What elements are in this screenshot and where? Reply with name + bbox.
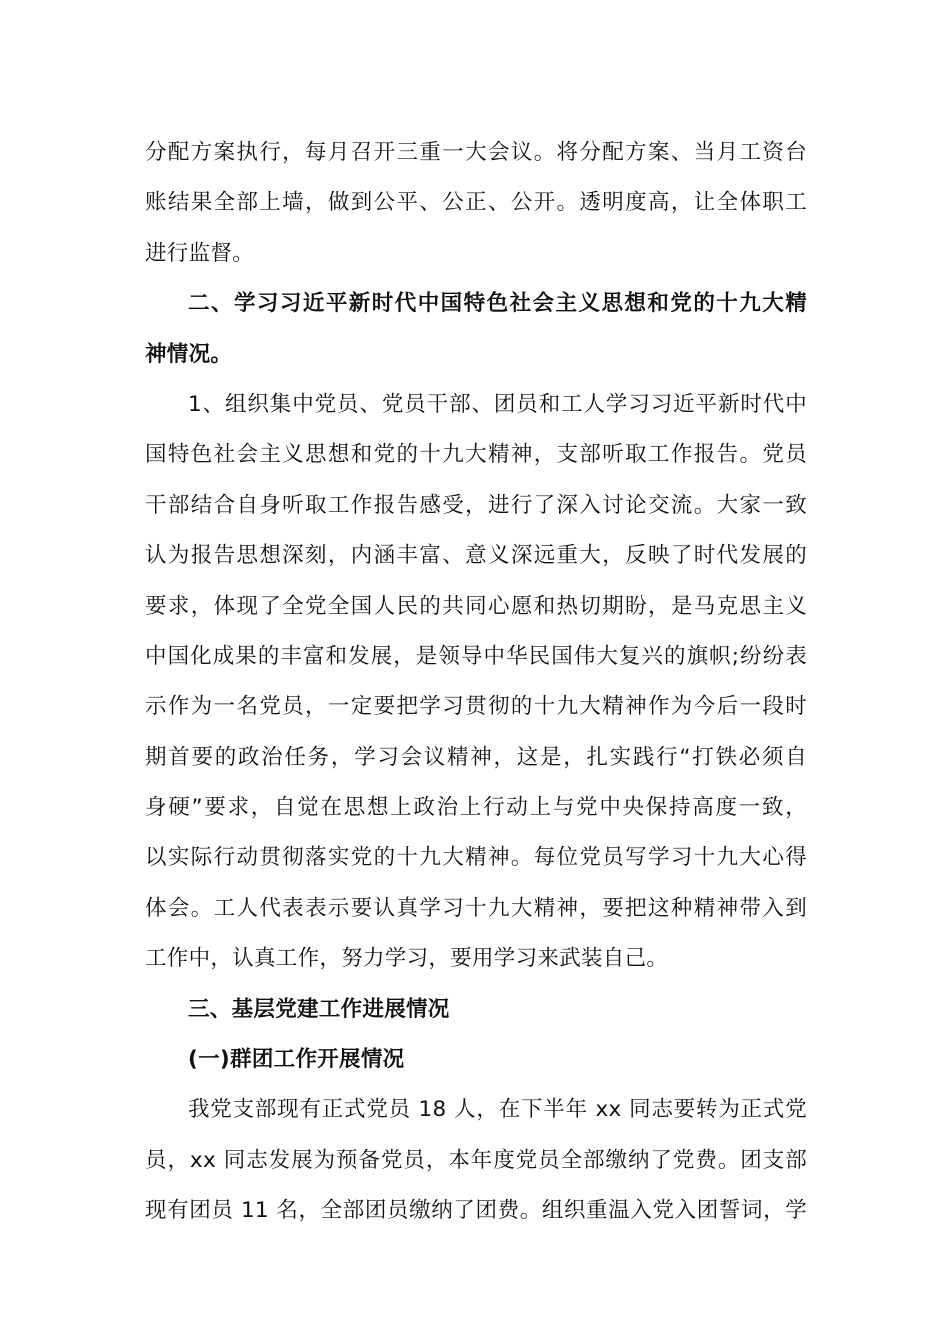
heading-line: 二、学习习近平新时代中国特色社会主义思想和党的十九大精 <box>188 291 807 317</box>
paragraph-line: 干部结合自身听取工作报告感受，进行了深入讨论交流。大家一致 <box>145 492 807 518</box>
paragraph-line: 要求，体现了全党全国人民的共同心愿和热切期盼，是马克思主义 <box>145 593 807 619</box>
paragraph-line: 1、组织集中党员、党员干部、团员和工人学习习近平新时代中 <box>188 391 807 417</box>
paragraph-line: 我党支部现有正式党员 18 人，在下半年 xx 同志要转为正式党 <box>188 1097 807 1123</box>
paragraph-line: 示作为一名党员，一定要把学习贯彻的十九大精神作为今后一段时 <box>145 694 807 720</box>
heading-line: 三、基层党建工作进展情况 <box>188 996 450 1022</box>
document-body <box>145 128 807 1237</box>
paragraph-line: 分配方案执行，每月召开三重一大会议。将分配方案、当月工资台 <box>145 140 807 165</box>
paragraph-line: 中国化成果的丰富和发展，是领导中华民国伟大复兴的旗帜;纷纷表 <box>145 643 807 669</box>
paragraph-line: 员，xx 同志发展为预备党员，本年度党员全部缴纳了党费。团支部 <box>145 1147 807 1173</box>
heading-line: 神情况。 <box>145 341 233 367</box>
paragraph-line: 账结果全部上墙，做到公平、公正、公开。透明度高，让全体职工 <box>145 190 807 216</box>
paragraph-line: 身硬”要求，自觉在思想上政治上行动上与党中央保持高度一致， <box>145 795 807 821</box>
paragraph-line: 体会。工人代表表示要认真学习十九大精神，要把这种精神带入到 <box>145 895 807 921</box>
paragraph-line: 以实际行动贯彻落实党的十九大精神。每位党员写学习十九大心得 <box>145 845 807 871</box>
paragraph-line: 认为报告思想深刻，内涵丰富、意义深远重大，反映了时代发展的 <box>145 543 807 569</box>
paragraph-line: 现有团员 11 名，全部团员缴纳了团费。组织重温入党入团誓词，学 <box>145 1198 807 1224</box>
paragraph-line: 期首要的政治任务，学习会议精神，这是，扎实践行“打铁必须自 <box>145 744 807 770</box>
heading-line: (一)群团工作开展情况 <box>188 1047 405 1073</box>
paragraph-line: 国特色社会主义思想和党的十九大精神，支部听取工作报告。党员 <box>145 442 807 468</box>
paragraph-line: 工作中，认真工作，努力学习，要用学习来武装自己。 <box>145 946 669 972</box>
paragraph-line: 进行监督。 <box>145 240 255 266</box>
